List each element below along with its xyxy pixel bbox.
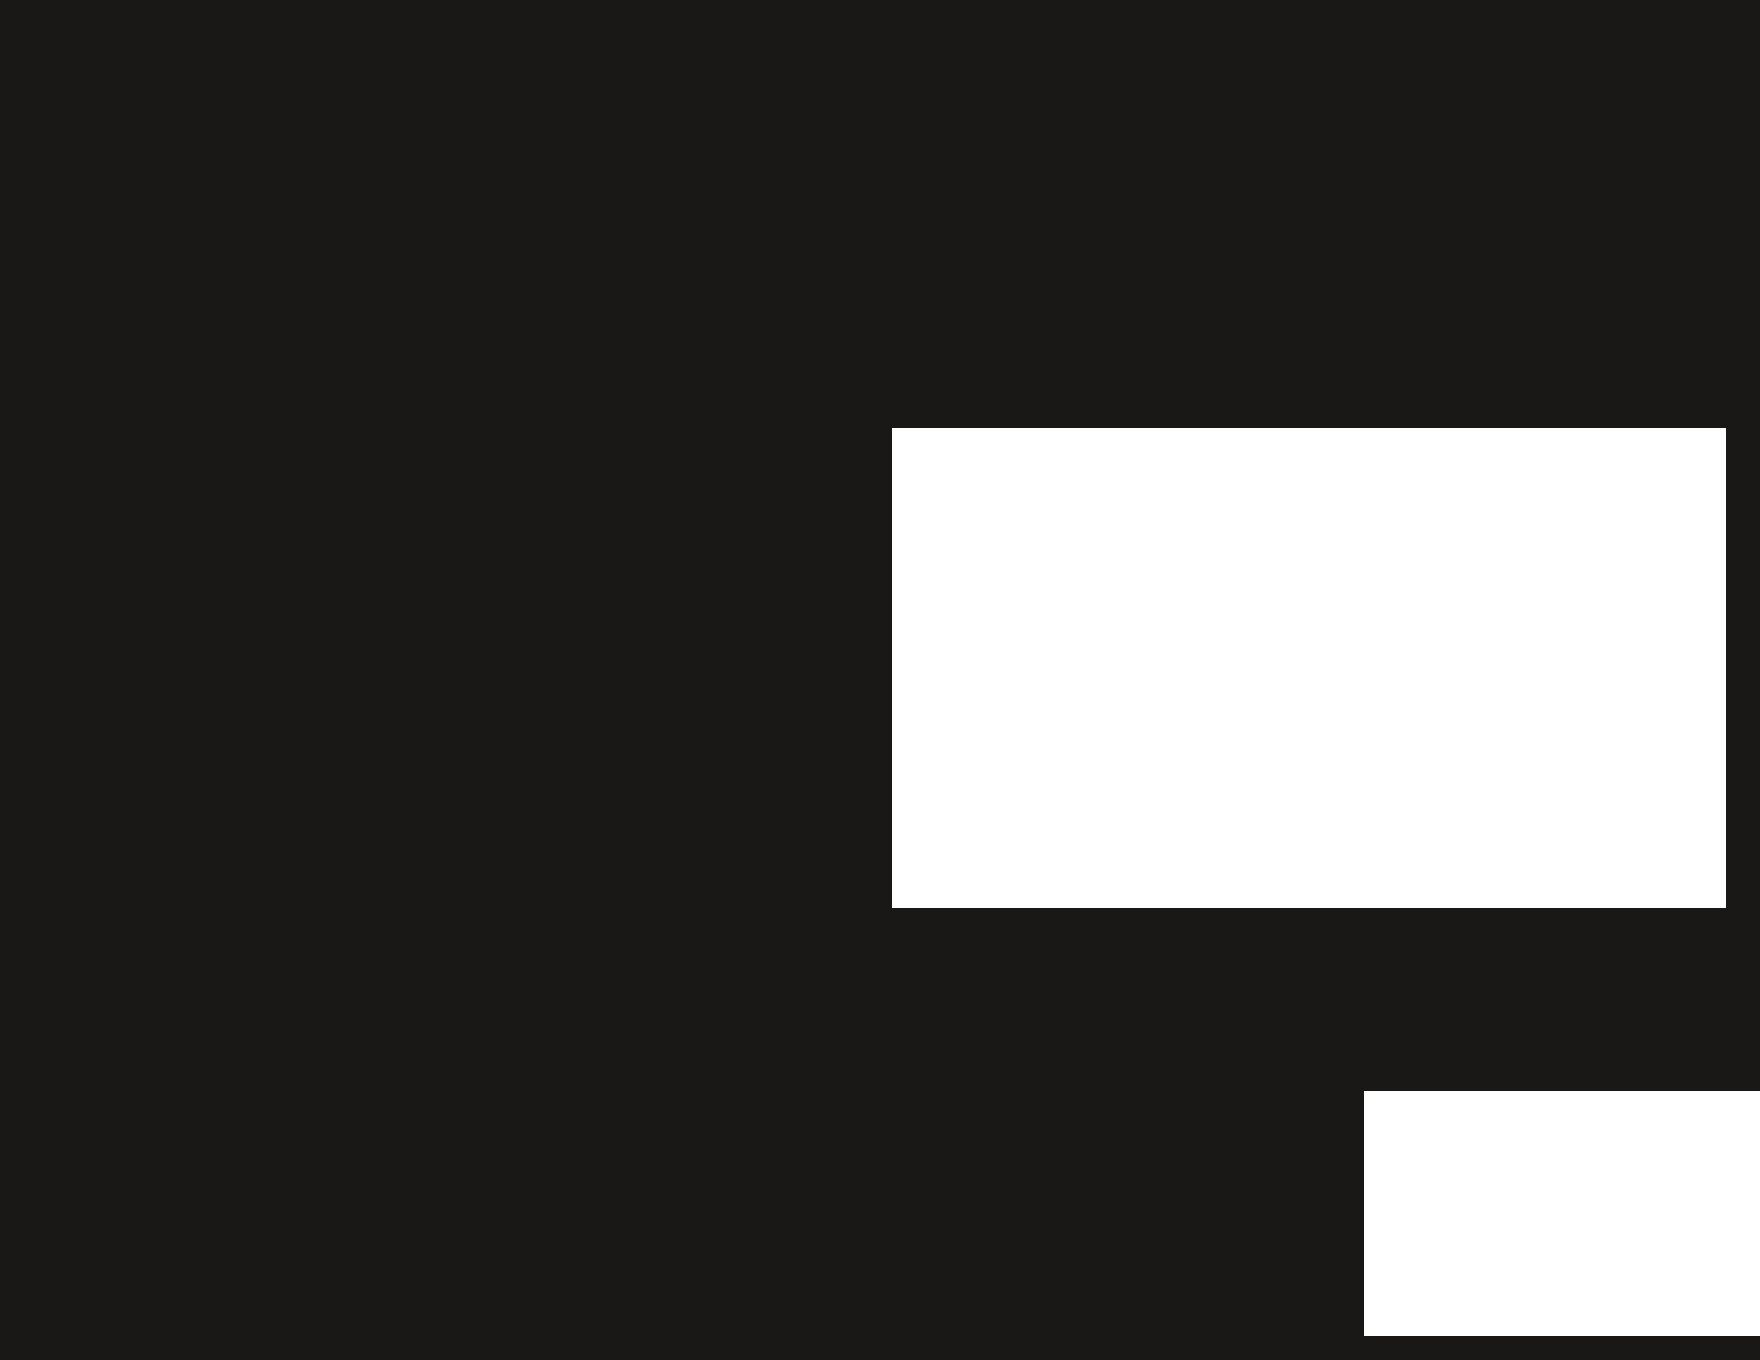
xray-flares-chart [892,428,1726,908]
addon-barcode-bars [1616,1187,1680,1277]
barcode-bars [1442,1164,1608,1276]
back-cover-text [95,98,801,129]
isbn-barcode [1364,1091,1760,1336]
chart-svg [892,428,1726,908]
